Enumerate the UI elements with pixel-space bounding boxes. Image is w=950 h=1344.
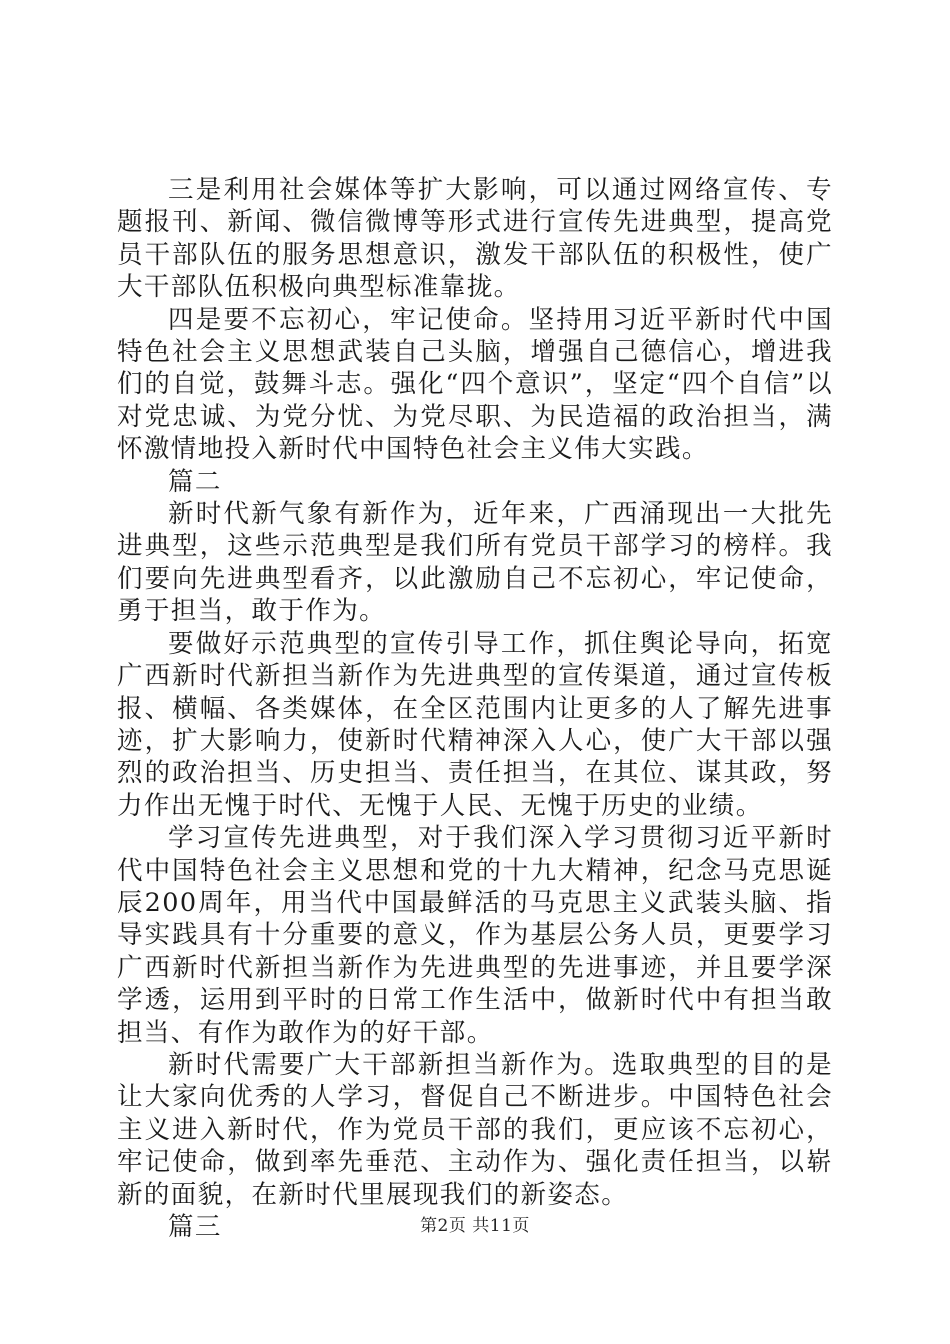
section-heading-part-three: 篇三 <box>168 1212 222 1242</box>
section-heading-part-two: 篇二 <box>168 466 222 497</box>
paragraph-four-mission: 四是要不忘初心，牢记使命。坚持用习近平新时代中国特色社会主义思想武装自己头脑，增强自己德信心，增进我们的自觉，鼓舞斗志。强化“四个意识”，坚定“四个自信”以对党忠诚、为党分忧、为党尽职、为民造福的政治担当，满怀激情地投入新时代中国特色社会主义伟大实践。 <box>117 304 833 465</box>
paragraph-publicity-work: 要做好示范典型的宣传引导工作，抓住舆论导向，拓宽广西新时代新担当新作为先进典型的宣传渠道，通过宣传板报、横幅、各类媒体，在全区范围内让更多的人了解先进事迹，扩大影响力，使新时代精神深入人心，使广大干部以强烈的政治担当、历史担当、责任担当，在其位、谋其政，努力作出无愧于时代、无愧于人民、无愧于历史的业绩。 <box>117 628 833 821</box>
document-body <box>117 174 833 1243</box>
paragraph-three-media: 三是利用社会媒体等扩大影响，可以通过网络宣传、专题报刊、新闻、微信微博等形式进行宣传先进典型，提高党员干部队伍的服务思想意识，激发干部队伍的积极性，使广大干部队伍积极向典型标准靠拢。 <box>117 175 833 303</box>
page-number-footer: 第2页 共11页 <box>420 1216 530 1236</box>
paragraph-cadre-responsibility: 新时代需要广大干部新担当新作为。选取典型的目的是让大家向优秀的人学习，督促自己不断进步。中国特色社会主义进入新时代，作为党员干部的我们，更应该不忘初心，牢记使命，做到率先垂范、主动作为、强化责任担当，以崭新的面貌，在新时代里展现我们的新姿态。 <box>117 1049 833 1210</box>
paragraph-new-era: 新时代新气象有新作为，近年来，广西涌现出一大批先进典型，这些示范典型是我们所有党员干部学习的榜样。我们要向先进典型看齐，以此激励自己不忘初心，牢记使命，勇于担当，敢于作为。 <box>117 499 833 627</box>
paragraph-study-models: 学习宣传先进典型，对于我们深入学习贯彻习近平新时代中国特色社会主义思想和党的十九大精神，纪念马克思诞辰200周年，用当代中国最鲜活的马克思主义武装头脑、指导实践具有十分重要的意义，作为基层公务人员，更要学习广西新时代新担当新作为先进典型的先进事迹，并且要学深学透，运用到平时的日常工作生活中，做新时代中有担当敢担当、有作为敢作为的好干部。 <box>117 823 833 1048</box>
